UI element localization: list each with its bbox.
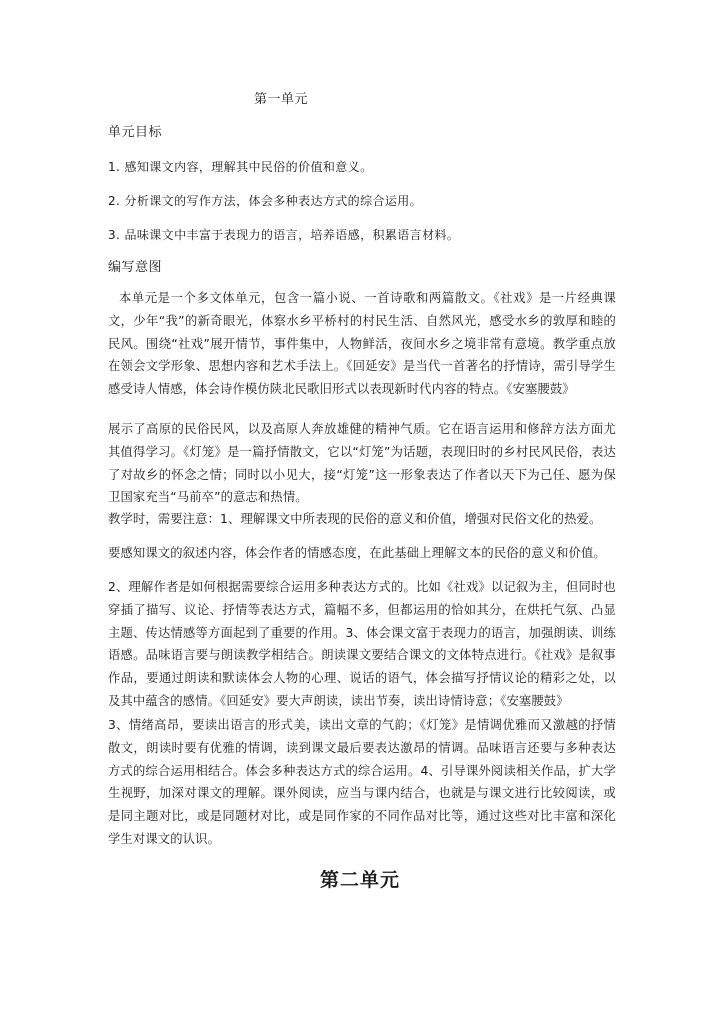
goal-item-3: 3. 品味课文中丰富于表现力的语言，培养语感，积累语言材料。 xyxy=(108,228,460,242)
intent-paragraph-1: 本单元是一个多文体单元，包含一篇小说、一首诗歌和两篇散文。《社戏》是一片经典课文，少年“我”的新奇眼光，体察水乡平桥村的村民生活、自然风光，感受水乡的敦厚和睦的民风。围绕“社戏”展开情节，事件集中，人物鲜活，夜间水乡之境非常有意境。教学重点放在领会文学形象、思想内容和艺术手法上。《回延安》是当代一首著名的抒情诗，需引导学生感受诗人情感，体会诗作模仿陕北民歌旧形式以表现新时代内容的特点。《安塞腰鼓》 xyxy=(108,291,616,397)
teaching-note-4: 3、情绪高昂，要读出语言的形式美，读出文章的气韵；《灯笼》是情调优雅而又激越的抒情散文，朗读时要有优雅的情调，读到课文最后要表达激昂的情调。品味语言还要与多种表达方式的综合运用相结合。体会多种表达方式的综合运用。4、引导课外阅读相关作品，扩大学生视野，加深对课文的理解。课外阅读，应当与课内结合，也就是与课文进行比较阅读，或是同主题对比，或是同题材对比，或是同作家的不同作品对比等，通过这些对比丰富和深化学生对课文的认识。 xyxy=(108,718,616,846)
intent-paragraph-2: 展示了高原的民俗民风，以及高原人奔放雄健的精神气质。它在语言运用和修辞方法方面尤其值得学习。《灯笼》是一篇抒情散文，它以“灯笼”为话题，表现旧时的乡村民风民俗，表达了对故乡的怀念之情；同时以小见大，接“灯笼”这一形象表达了作者以天下为己任、愿为保卫国家充当“马前卒”的意志和热情。 xyxy=(108,422,616,505)
teaching-note-1: 教学时，需要注意：1、理解课文中所表现的民俗的意义和价值，增强对民俗文化的热爱。 xyxy=(108,512,602,526)
unit-one-title: 第一单元 xyxy=(254,92,309,107)
teaching-note-3: 2、理解作者是如何根据需要综合运用多种表达方式的。比如《社戏》以记叙为主，但同时也穿插了描写、议论、抒情等表达方式，篇幅不多，但都运用的恰如其分，在烘托气氛、凸显主题、传达情感等方面起到了重要的作用。3、体会课文富于表现力的语言，加强朗读、训练语感。品味语言要与朗读教学相结合。朗读课文要结合课文的文体特点进行。《社戏》是叙事作品，要通过朗读和默读体会人物的心理、说话的语气，体会描写抒情议论的精彩之处，以及其中蕴含的感情。《回延安》要大声朗读，读出节奏，读出诗情诗意；《安塞腰鼓》 xyxy=(108,580,616,708)
unit-two-title: 第二单元 xyxy=(319,869,400,891)
goals-heading: 单元目标 xyxy=(108,125,163,140)
goal-item-2: 2. 分析课文的写作方法，体会多种表达方式的综合运用。 xyxy=(108,194,423,208)
goal-item-1: 1. 感知课文内容，理解其中民俗的价值和意义。 xyxy=(108,160,373,174)
intent-heading: 编写意图 xyxy=(108,260,163,275)
teaching-note-2: 要感知课文的叙述内容，体会作者的情感态度，在此基础上理解文本的民俗的意义和价值。 xyxy=(108,546,606,560)
